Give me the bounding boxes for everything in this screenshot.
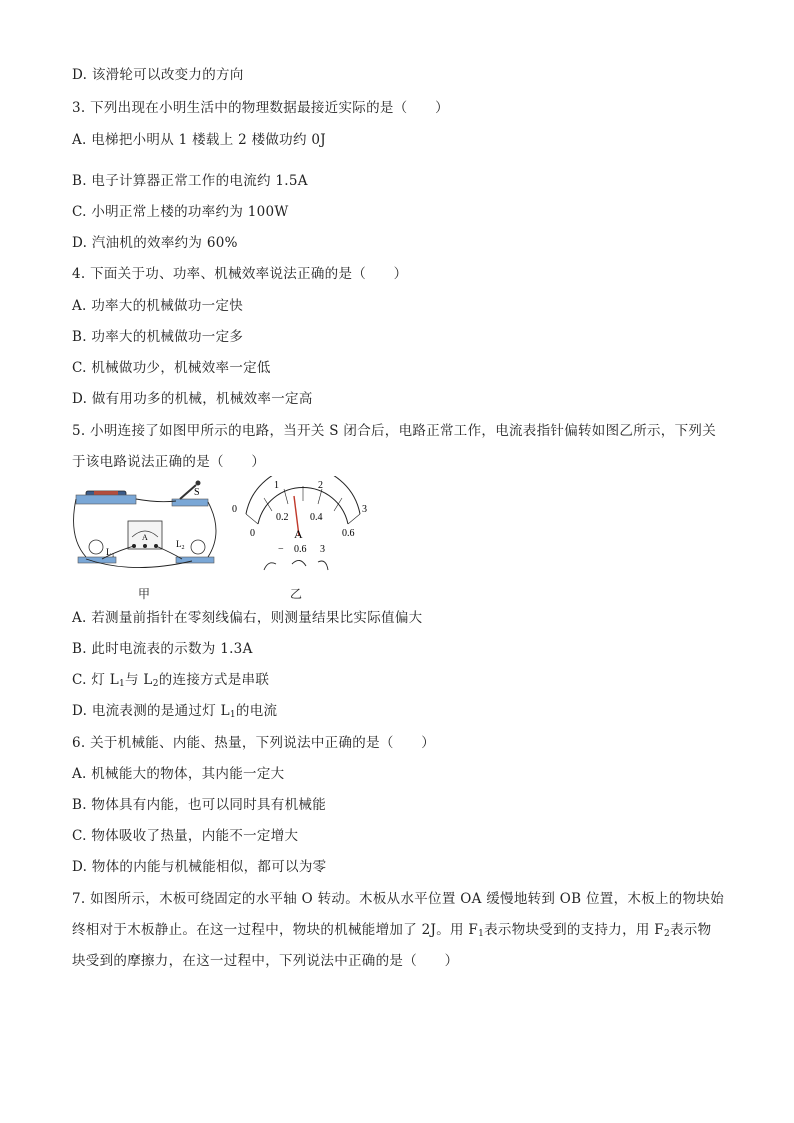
q6-option-d: D. 物体的内能与机械能相似，都可以为零 <box>72 859 327 875</box>
q3-option-a: A. 电梯把小明从 1 楼载上 2 楼做功约 0J <box>72 132 326 148</box>
figure-jia-circuit <box>72 477 222 577</box>
svg-text:0: 0 <box>232 504 237 515</box>
figure-yi-caption: 乙 <box>290 587 303 601</box>
q5-option-c: C. 灯 $L_1$与 $L_2$的连接方式是串联 <box>72 672 270 689</box>
q7-stem-line2: 终相对于木板静止。在这一过程中，物块的机械能增加了 2J。用 $F_1$表示物块受到的支持力，用 $F_2$表示物 <box>72 922 712 939</box>
q3-stem: 3. 下列出现在小明生活中的物理数据最接近实际的是（ ） <box>72 100 449 116</box>
q4-option-b: B. 功率大的机械做功一定多 <box>72 329 244 345</box>
lamp2-icon <box>191 540 205 554</box>
q3-option-b: B. 电子计算器正常工作的电流约 1.5A <box>72 173 308 189</box>
q2-option-d: D. 该滑轮可以改变力的方向 <box>72 67 244 83</box>
figure-jia-caption: 甲 <box>138 587 151 601</box>
q7-stem-line1: 7. 如图所示，木板可绕固定的水平轴 O 转动。木板从水平位置 OA 缓慢地转到 OB 位置，木板上的物块始 <box>72 891 724 907</box>
svg-text:0.6: 0.6 <box>294 544 307 555</box>
q4-option-c: C. 机械做功少，机械效率一定低 <box>72 360 271 376</box>
svg-text:0.4: 0.4 <box>310 512 323 523</box>
q3-option-c: C. 小明正常上楼的功率约为 100W <box>72 204 289 220</box>
q6-option-c: C. 物体吸收了热量，内能不一定增大 <box>72 828 299 844</box>
svg-text:0.6: 0.6 <box>342 528 355 539</box>
svg-text:L2: $L_2$ <box>176 539 185 551</box>
q6-option-b: B. 物体具有内能，也可以同时具有机械能 <box>72 797 327 813</box>
q5-option-b: B. 此时电流表的示数为 1.3A <box>72 641 253 657</box>
svg-text:L1: $L_1$ <box>106 547 115 559</box>
q6-option-a: A. 机械能大的物体，其内能一定大 <box>72 766 285 782</box>
q6-stem: 6. 关于机械能、内能、热量，下列说法中正确的是（ ） <box>72 735 436 751</box>
q4-option-a: A. 功率大的机械做功一定快 <box>72 298 244 314</box>
switch-label: S <box>194 487 200 498</box>
lamp1-icon <box>89 540 103 554</box>
svg-text:1: 1 <box>274 480 279 491</box>
figure-yi-ammeter-dial <box>228 476 378 581</box>
q4-stem: 4. 下面关于功、功率、机械效率说法正确的是（ ） <box>72 266 408 282</box>
svg-text:2: 2 <box>318 480 323 491</box>
svg-text:−: − <box>278 544 284 555</box>
svg-text:3: 3 <box>362 504 367 515</box>
q7-stem-line3: 块受到的摩擦力，在这一过程中，下列说法中正确的是（ ） <box>72 953 459 969</box>
ammeter-label: A <box>142 533 148 542</box>
q5-option-d: D. 电流表测的是通过灯 $L_1$的电流 <box>72 703 278 720</box>
svg-text:0.2: 0.2 <box>276 512 289 523</box>
q5-stem-line1: 5. 小明连接了如图甲所示的电路，当开关 S 闭合后，电路正常工作，电流表指针偏转如图乙所示，下列关 <box>72 423 717 439</box>
dial-unit-label: A <box>294 527 303 541</box>
q5-option-a: A. 若测量前指针在零刻线偏右，则测量结果比实际值偏大 <box>72 610 423 626</box>
svg-text:3: 3 <box>320 544 325 555</box>
q3-option-d: D. 汽油机的效率约为 60% <box>72 235 238 251</box>
q5-stem-line2: 于该电路说法正确的是（ ） <box>72 454 266 470</box>
svg-text:0: 0 <box>250 528 255 539</box>
switch-base <box>172 499 208 506</box>
q4-option-d: D. 做有用功多的机械，机械效率一定高 <box>72 391 313 407</box>
